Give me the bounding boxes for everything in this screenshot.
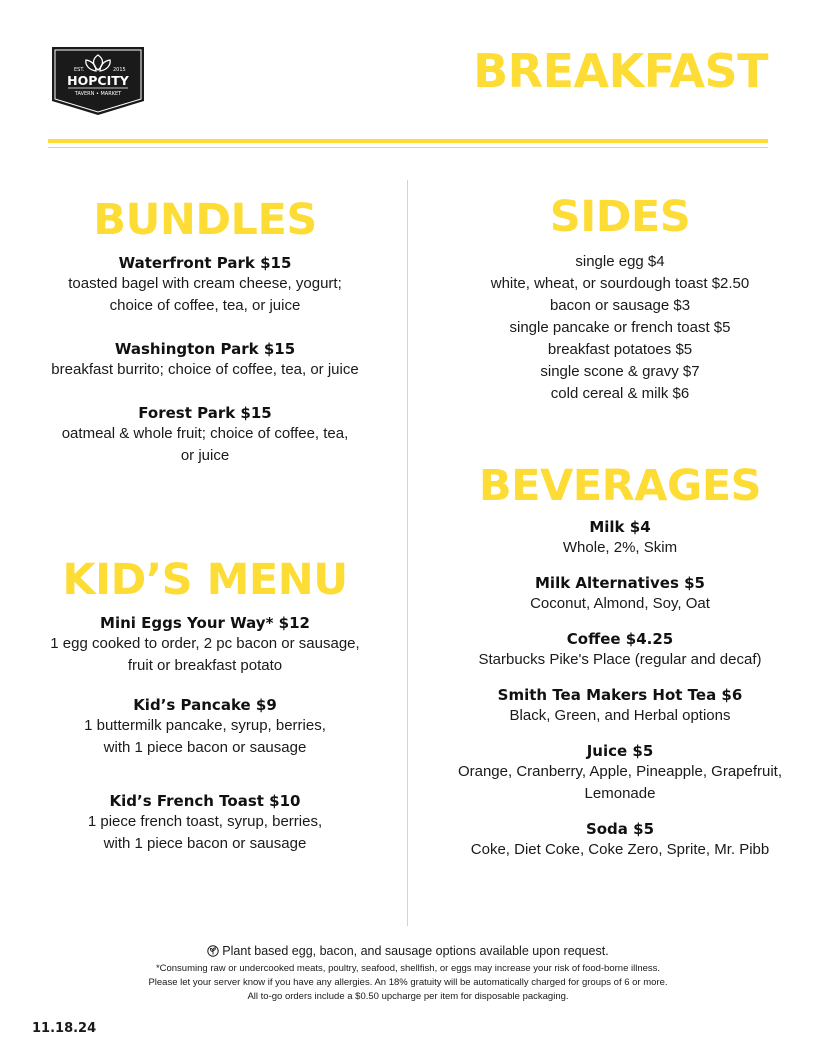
sides-heading: SIDES <box>549 192 691 242</box>
item-name: Juice $5 <box>586 742 654 760</box>
item-name: Milk Alternatives $5 <box>535 574 705 592</box>
logo-tagline: TAVERN • MARKET <box>74 91 122 97</box>
menu-item <box>20 791 390 855</box>
menu-item <box>430 573 810 615</box>
kids-menu-heading: KID’S MENU <box>62 555 348 605</box>
sides-list <box>430 251 810 405</box>
item-desc: fruit or breakfast potato <box>127 657 283 674</box>
item-desc: choice of coffee, tea, or juice <box>109 297 301 314</box>
item-name: Kid’s Pancake $9 <box>133 696 277 714</box>
side-item: white, wheat, or sourdough toast $2.50 <box>490 275 750 292</box>
side-item: single pancake or french toast $5 <box>509 319 731 336</box>
item-name: Coffee $4.25 <box>566 630 674 648</box>
plant-note-text: Plant based egg, bacon, and sausage options available upon request. <box>222 944 609 958</box>
header-rule-thin <box>48 147 768 148</box>
menu-item <box>20 339 390 381</box>
item-name: Milk $4 <box>589 518 651 536</box>
item-desc: Lemonade <box>584 785 656 802</box>
item-desc: Coke, Diet Coke, Coke Zero, Sprite, Mr. Pibb <box>470 841 770 858</box>
item-desc: 1 egg cooked to order, 2 pc bacon or sausage, <box>50 635 360 652</box>
side-item: breakfast potatoes $5 <box>547 341 693 358</box>
hop-city-logo <box>52 47 144 115</box>
menu-item <box>20 695 390 759</box>
menu-item <box>430 685 810 727</box>
logo-est: EST. <box>74 67 85 73</box>
menu-item <box>430 741 810 805</box>
item-name: Washington Park $15 <box>114 340 296 358</box>
menu-item <box>20 403 390 467</box>
logo-year: 2015 <box>113 67 126 73</box>
item-name: Kid’s French Toast $10 <box>109 792 301 810</box>
side-item: single egg $4 <box>575 253 665 270</box>
menu-item <box>430 629 810 671</box>
item-desc: Whole, 2%, Skim <box>562 539 678 556</box>
item-desc: Coconut, Almond, Soy, Oat <box>530 595 710 612</box>
page-title: BREAKFAST <box>473 44 768 98</box>
item-desc: 1 buttermilk pancake, syrup, berries, <box>84 717 326 734</box>
item-name: Forest Park $15 <box>138 404 272 422</box>
item-desc: or juice <box>180 447 230 464</box>
item-desc: breakfast burrito; choice of coffee, tea, or juice <box>51 361 359 378</box>
kids-menu-list <box>20 613 390 855</box>
item-desc: with 1 piece bacon or sausage <box>103 835 307 852</box>
side-item: cold cereal & milk $6 <box>550 385 690 402</box>
item-name: Soda $5 <box>585 820 655 838</box>
item-desc: oatmeal & whole fruit; choice of coffee, tea, <box>61 425 349 442</box>
side-item: single scone & gravy $7 <box>540 363 700 380</box>
to-go-note: All to-go orders include a $0.50 upcharge per item for disposable packaging. <box>247 991 569 1002</box>
menu-item <box>20 613 390 677</box>
item-desc: Orange, Cranberry, Apple, Pineapple, Grapefruit, <box>457 763 783 780</box>
item-name: Smith Tea Makers Hot Tea $6 <box>497 686 743 704</box>
beverages-heading: BEVERAGES <box>478 461 762 511</box>
bundles-list <box>20 253 390 467</box>
menu-date: 11.18.24 <box>32 1021 97 1036</box>
column-divider <box>407 180 408 926</box>
plant-icon <box>207 945 219 961</box>
logo-name: HOPCITY <box>67 73 129 88</box>
header-rule <box>48 139 768 143</box>
item-desc: toasted bagel with cream cheese, yogurt; <box>68 275 342 292</box>
raw-food-disclaimer: *Consuming raw or undercooked meats, poultry, seafood, shellfish, or eggs may increase your risk of food-borne illness. <box>155 963 661 974</box>
gratuity-note: Please let your server know if you have any allergies. An 18% gratuity will be automatically charged for groups of 6 or more. <box>148 977 668 988</box>
bundles-heading: BUNDLES <box>93 195 317 245</box>
item-name: Waterfront Park $15 <box>118 254 292 272</box>
plant-based-note <box>0 943 816 961</box>
item-name: Mini Eggs Your Way* $12 <box>100 614 310 632</box>
item-desc: Black, Green, and Herbal options <box>509 707 731 724</box>
beverages-list <box>430 517 810 861</box>
menu-item <box>430 819 810 861</box>
item-desc: 1 piece french toast, syrup, berries, <box>87 813 323 830</box>
menu-item <box>430 517 810 559</box>
item-desc: Starbucks Pike's Place (regular and decaf) <box>478 651 762 668</box>
item-desc: with 1 piece bacon or sausage <box>103 739 307 756</box>
menu-item <box>20 253 390 317</box>
side-item: bacon or sausage $3 <box>549 297 691 314</box>
